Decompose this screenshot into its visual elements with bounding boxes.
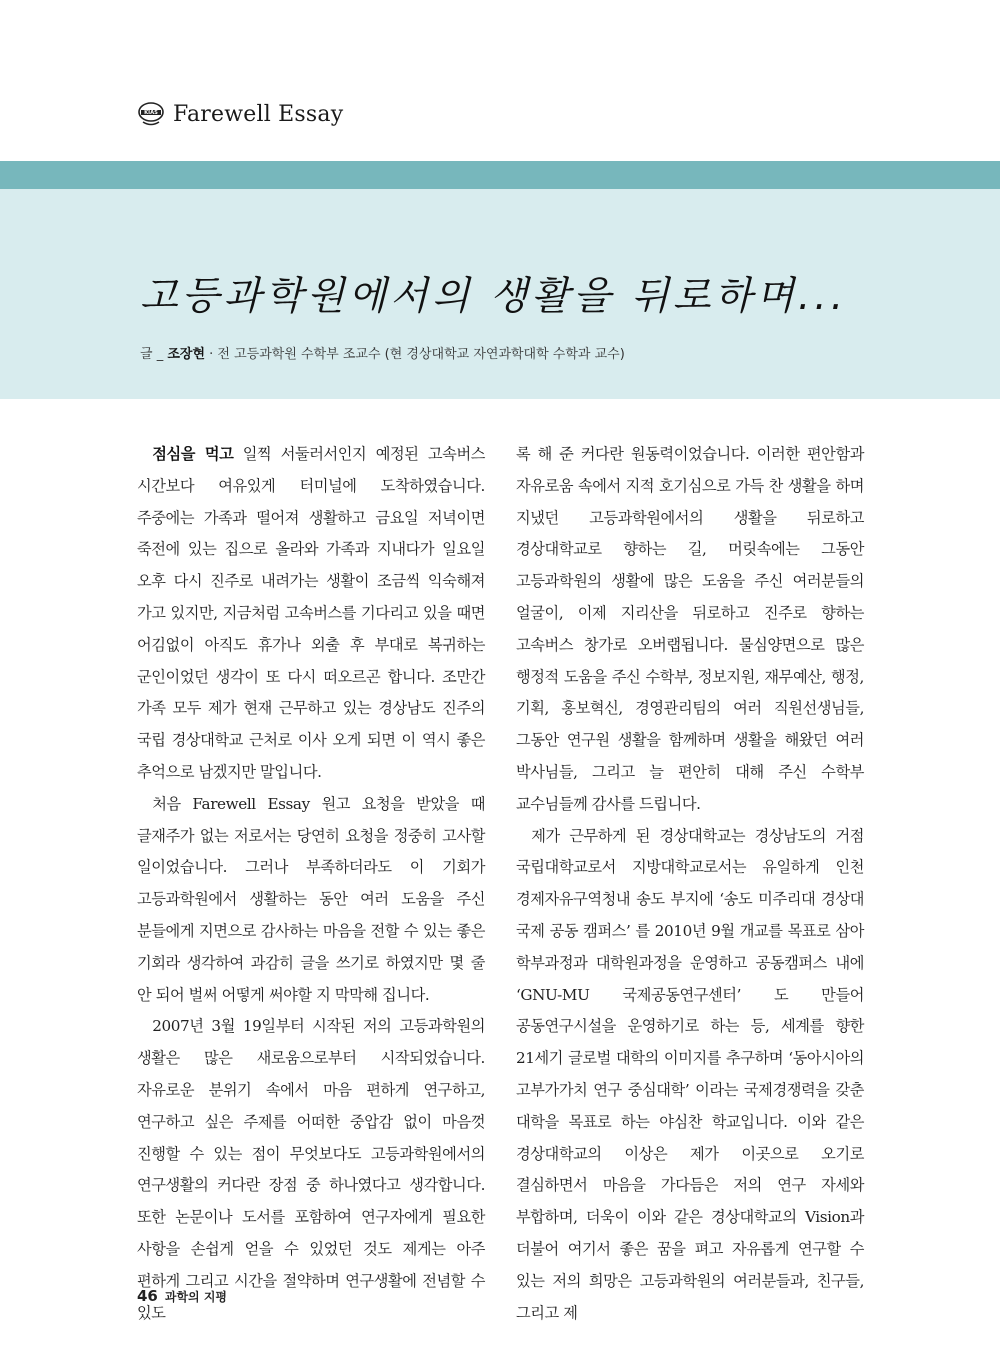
paragraph-3-continued: 록 해 준 커다란 원동력이었습니다. 이러한 편안함과 자유로움 속에서 지적 호기심으로 가득 찬 생활을 하며 지냈던 고등과학원에서의 생활을 뒤로하고 경상대학교로 향하는 길, 머릿속에는 그동안 고등과학원의 생활에 많은 도움을 주신 여러분들의 얼굴이, 이제 지리산을 뒤로하고 진주로 향하는 고속버스 창가로 오버랩됩니다. 물심양면으로 많은 행정적 도움을 주신 수학부, 정보지원, 재무예산, 행정, 기획, 홍보혁신, 경영관리팀의 여러 직원선생님들, 그동안 연구원 생활을 함께하며 생활을 해왔던 여러 박사님들, 그리고 늘 편안히 대해 주신 수학부 교수님들께 감사를 드립니다. [516,445,865,813]
lead-in: 점심을 먹고 [152,445,234,463]
page-footer [137,1287,227,1305]
body-column-left [137,439,485,1329]
byline-prefix: 글 _ [140,347,168,362]
title-band [0,161,1000,189]
paragraph-2: 처음 Farewell Essay 원고 요청을 받았을 때 글재주가 없는 저로서는 당연히 요청을 정중히 고사할 일이었습니다. 그러나 부족하더라도 이 기회가 고등과학원에서 생활하는 동안 여러 도움을 주신 분들에게 지면으로 감사하는 마음을 전할 수 있는 좋은 기회라 생각하여 과감히 글을 쓰기로 하였지만 몇 줄 안 되어 벌써 어떻게 써야할 지 막막해 집니다. [137,794,485,1004]
byline [140,343,625,362]
paragraph-1 [137,439,485,789]
byline-author: 조장현 [167,347,206,362]
section-header [137,97,343,131]
paragraph-1-text: 일찍 서둘러서인지 예정된 고속버스 시간보다 여유있게 터미널에 도착하였습니다. 주중에는 가족과 떨어져 생활하고 금요일 저녁이면 죽전에 있는 집으로 올라와 가족과 지내다가 일요일 오후 다시 진주로 내려가는 생활이 조금씩 익숙해져 가고 있지만, 지금처럼 고속버스를 기다리고 있을 때면 어김없이 아직도 휴가나 외출 후 부대로 복귀하는 군인이었던 생각이 또 다시 떠오르곤 합니다. 조만간 가족 모두 제가 현재 근무하고 있는 경상남도 진주의 국립 경상대학교 근처로 이사 오게 되면 이 역시 좋은 추억으로 남겠지만 말입니다. [137,445,485,781]
svg-text:KIAS: KIAS [144,110,158,117]
paragraph-3: 2007년 3월 19일부터 시작된 저의 고등과학원의 생활은 많은 새로움으로부터 시작되었습니다. 자유로운 분위기 속에서 마음 편하게 연구하고, 연구하고 싶은 주제를 어떠한 중압감 없이 마음껏 진행할 수 있는 점이 무엇보다도 고등과학원에서의 연구생활의 커다란 장점 중 하나였다고 생각합니다. 또한 논문이나 도서를 포함하여 연구자에게 필요한 사항을 손쉽게 얻을 수 있었던 것도 제게는 아주 편하게 그리고 시간을 절약하며 연구생활에 전념할 수 있도 [137,1017,485,1322]
essay-title: 고등과학원에서의 생활을 뒤로하며... [140,274,848,319]
kias-logo [137,100,165,128]
publication-name: 과학의 지평 [164,1290,228,1304]
section-label: Farewell Essay [173,101,344,127]
page-number: 46 [137,1287,158,1305]
byline-affiliation: · 전 고등과학원 수학부 조교수 (현 경상대학교 자연과학대학 수학과 교수) [205,347,625,362]
body-column-right [516,439,864,1329]
paragraph-4: 제가 근무하게 된 경상대학교는 경상남도의 거점 국립대학교로서 지방대학교로서는 유일하게 인천 경제자유구역청내 송도 부지에 ‘송도 미주리대 경상대 국제 공동 캠퍼스’ 를 2010년 9월 개교를 목표로 삼아 학부과정과 대학원과정을 운영하고 공동캠퍼스 내에 ‘GNU-MU 국제공동연구센터’ 도 만들어 공동연구시설을 운영하기로 하는 등, 세계를 향한 21세기 글로벌 대학의 이미지를 추구하며 ‘동아시아의 고부가가치 연구 중심대학’ 이라는 국제경쟁력을 갖춘 대학을 목표로 하는 야심찬 학교입니다. 이와 같은 경상대학교의 이상은 제가 이곳으로 오기로 결심하면서 마음을 가다듬은 저의 연구 자세와 부합하며, 더욱이 이와 같은 경상대학교의 Vision과 더불어 여기서 좋은 꿈을 펴고 자유롭게 연구할 수 있는 저의 희망은 고등과학원의 여러분들과, 친구들, 그리고 제 [516,826,864,1322]
